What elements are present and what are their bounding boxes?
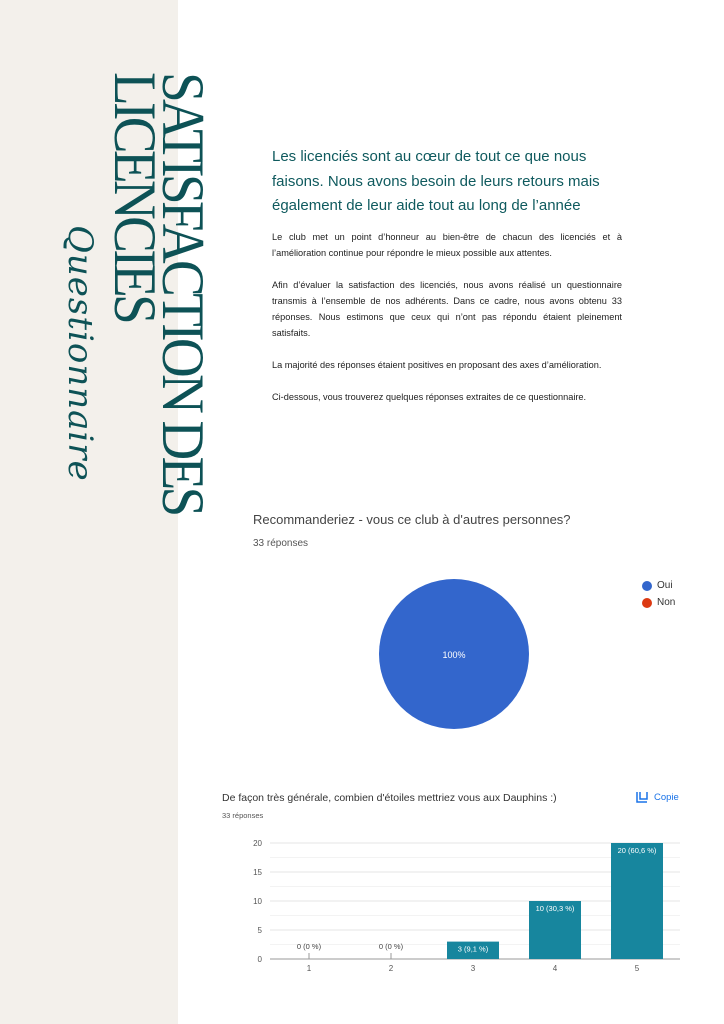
paragraph: La majorité des réponses étaient positives en proposant des axes d’amélioration. xyxy=(272,360,602,370)
bar-data-label: 0 (0 %) xyxy=(296,942,322,951)
bar-chart-subtitle: 33 réponses xyxy=(222,811,264,820)
title-line-1: SATISFACTION DES xyxy=(150,72,216,514)
bar-data-label: 3 (9,1 %) xyxy=(457,944,489,954)
bar-chart-title: De façon très générale, combien d'étoiles mettriez vous aux Dauphins :) xyxy=(222,792,557,804)
bar-data-label: 0 (0 %) xyxy=(378,942,404,951)
pie-chart-title: Recommanderiez - vous ce club à d'autres personnes? xyxy=(253,512,571,527)
paragraph: Le club met un point d’honneur au bien-être de chacun des licenciés et à l’amélioration continue pour répondre le mieux possible aux attentes. xyxy=(272,232,622,258)
y-tick-label: 10 xyxy=(253,897,262,906)
y-tick-label: 5 xyxy=(257,926,262,935)
paragraph: Ci-dessous, vous trouverez quelques réponses extraites de ce questionnaire. xyxy=(272,392,587,402)
script-subtitle: Questionnaire xyxy=(60,225,100,482)
legend-item-oui: Oui xyxy=(642,577,675,594)
bar-data-label: 10 (30,3 %) xyxy=(535,904,575,913)
pie-data-label: 100% xyxy=(442,650,466,660)
y-tick-label: 15 xyxy=(253,868,262,877)
bar-data-label: 20 (60,6 %) xyxy=(617,846,657,855)
copy-button[interactable]: Copie xyxy=(636,791,679,803)
lead-heading: Les licenciés sont au cœur de tout ce que nous faisons. Nous avons besoin de leurs retours mais également de leur aide tout au long de l’année xyxy=(272,148,600,214)
y-tick-label: 0 xyxy=(257,955,262,964)
x-tick-label: 1 xyxy=(306,964,312,973)
x-tick-label: 3 xyxy=(470,964,476,973)
x-tick-label: 2 xyxy=(388,964,394,973)
x-tick-label: 4 xyxy=(552,964,558,973)
paragraph: Afin d’évaluer la satisfaction des licenciés, nous avons réalisé un questionnaire transmis à l’ensemble de nos adhérents. Dans ce cadre, nous avons obtenu 33 réponses. Nous estimons que ceux qui n’ont pas répondu étaient pleinement satisfaits. xyxy=(272,280,622,338)
x-tick-label: 5 xyxy=(634,964,640,973)
pie-chart-subtitle: 33 réponses xyxy=(253,538,309,549)
bar xyxy=(611,843,663,959)
title-line-2: LICENCIES xyxy=(102,72,168,322)
y-tick-label: 20 xyxy=(253,839,262,848)
legend-item-non: Non xyxy=(642,594,675,611)
